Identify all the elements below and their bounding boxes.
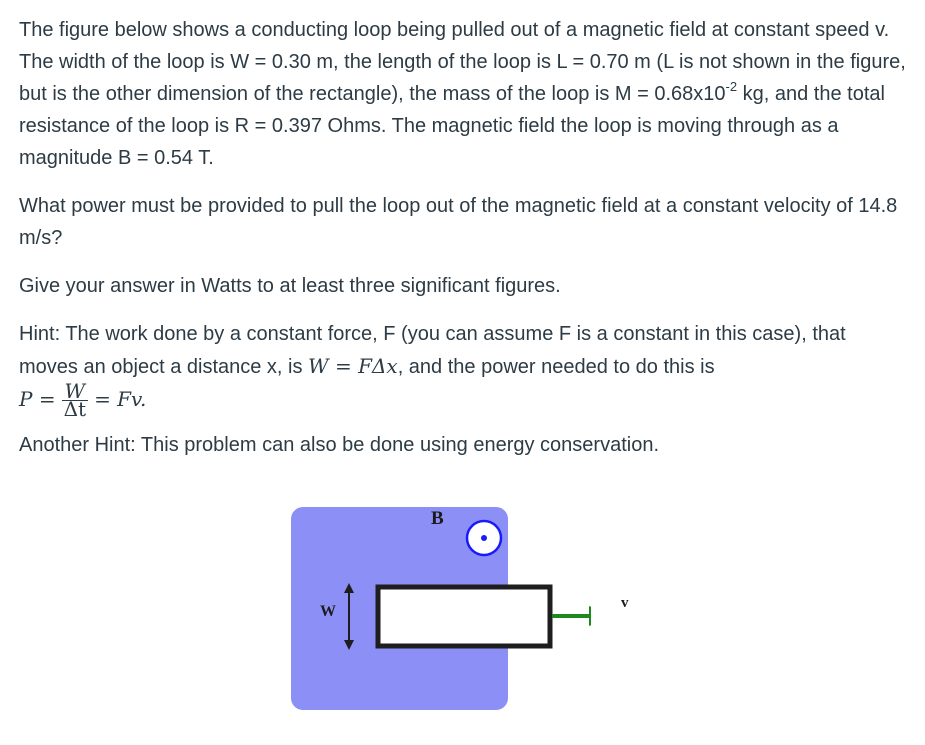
fraction-denominator: Δt — [63, 397, 87, 422]
problem-text — [19, 14, 909, 477]
figure-graphics — [291, 507, 591, 712]
problem-intro — [19, 14, 909, 174]
hint-paragraph — [19, 318, 909, 422]
work-equation: W = FΔx — [308, 354, 398, 378]
question-text: What power must be provided to pull the loop out of the magnetic field at a constant velocity of 14.8 m/s? — [19, 195, 898, 249]
loop-figure — [291, 507, 629, 712]
field-label: B — [431, 508, 444, 529]
width-arrow — [344, 583, 354, 650]
instruction-text: Give your answer in Watts to at least three significant figures. — [19, 275, 561, 297]
conducting-loop — [378, 587, 550, 646]
exponent: -2 — [725, 79, 738, 95]
power-symbol: P = — [19, 387, 56, 411]
work-over-time-fraction — [62, 379, 88, 422]
hint-text-mid: , and the power needed to do this is — [397, 356, 715, 378]
field-out-of-page-icon — [467, 521, 501, 555]
fraction-numerator: W — [62, 384, 88, 401]
intro-text-rest: kg, and the total resistance of the loop is R = 0.397 Ohms. The magnetic field the loop is moving through as a magnitude B = 0.54 T. — [19, 83, 885, 169]
velocity-label: v — [621, 595, 629, 611]
intro-text: The figure below shows a conducting loop being pulled out of a magnetic field at constant speed v. The width of the loop is W = 0.30 m, the length of the loop is L = 0.70 m (L is not shown in the figure, but is the other dimension of the rectangle), the mass of the loop is M = 0.68x10 — [19, 19, 906, 105]
hint-energy: Another Hint: This problem can also be done using energy conservation. — [19, 434, 660, 457]
velocity-arrow — [552, 606, 591, 626]
hint-text: Hint: The work done by a constant force, F (you can assume F is a constant in this case), that moves an object a distance x, is — [19, 323, 846, 378]
width-label: W — [320, 603, 336, 620]
power-equation-tail: = Fv. — [94, 387, 147, 411]
